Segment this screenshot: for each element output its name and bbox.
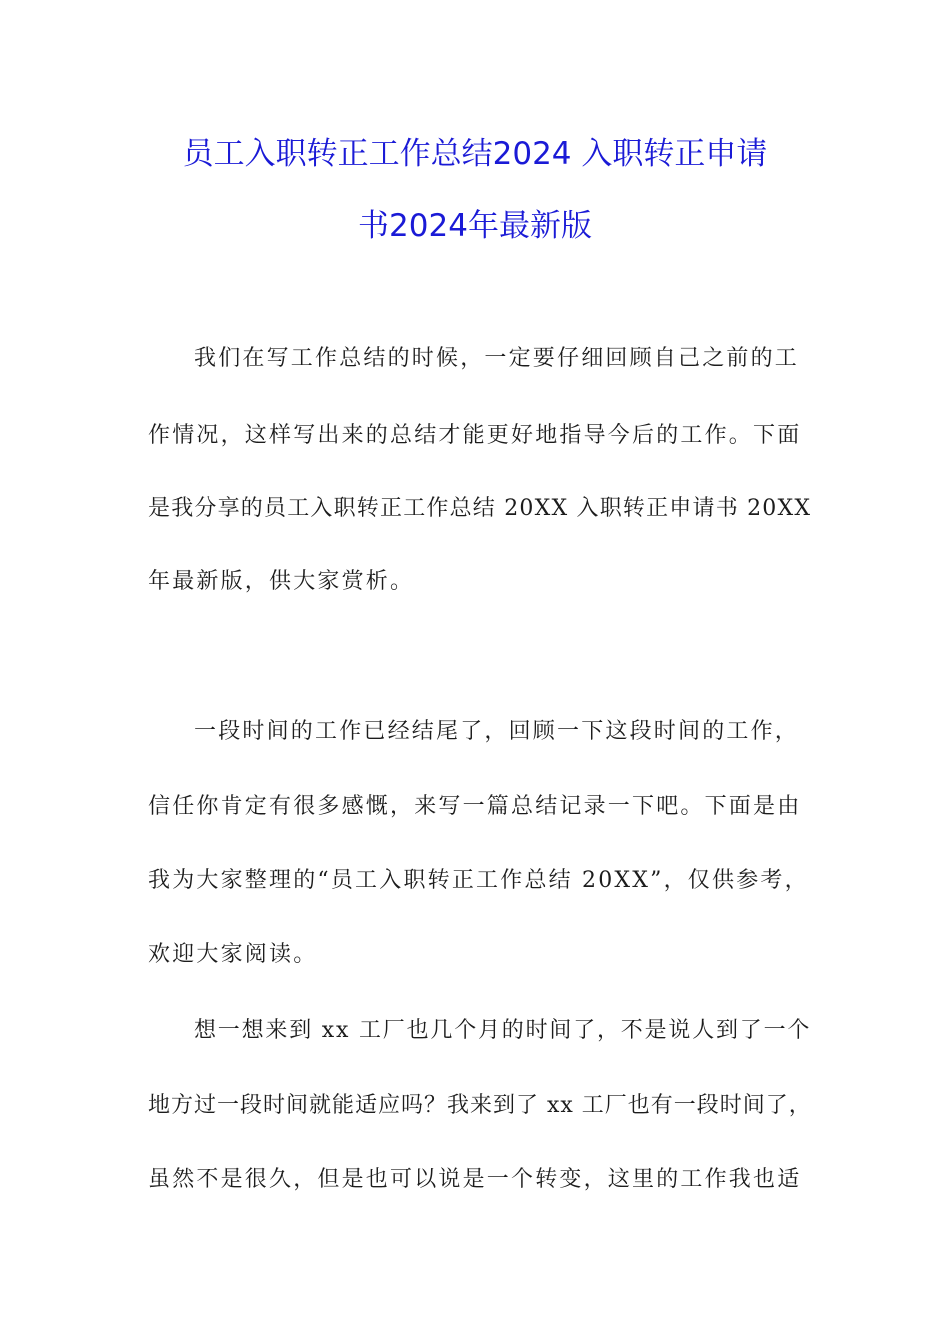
paragraph-3-line-3: 虽然不是很久，但是也可以说是一个转变，这里的工作我也适 xyxy=(148,1167,802,1192)
paragraph-1-line-1: 我们在写工作总结的时候，一定要仔细回顾自己之前的工 xyxy=(194,346,800,371)
paragraph-3-line-2: 地方过一段时间就能适应吗？我来到了 xx 工厂也有一段时间了， xyxy=(148,1093,812,1118)
paragraph-2-line-1: 一段时间的工作已经结尾了，回顾一下这段时间的工作， xyxy=(194,719,800,744)
paragraph-1-line-4: 年最新版，供大家赏析。 xyxy=(148,569,415,594)
paragraph-2-line-4: 欢迎大家阅读。 xyxy=(148,942,318,967)
document-title-line-2: 书2024年最新版 xyxy=(358,208,592,244)
paragraph-3-line-1: 想一想来到 xx 工厂也几个月的时间了，不是说人到了一个 xyxy=(194,1018,812,1043)
paragraph-2-line-3: 我为大家整理的“员工入职转正工作总结 20XX”，仅供参考， xyxy=(148,868,809,893)
paragraph-1-line-3: 是我分享的员工入职转正工作总结 20XX 入职转正申请书 20XX xyxy=(148,496,812,521)
paragraph-1-line-2: 作情况，这样写出来的总结才能更好地指导今后的工作。下面 xyxy=(148,423,802,448)
document-title-line-1: 员工入职转正工作总结2024 入职转正申请 xyxy=(182,136,768,172)
paragraph-2-line-2: 信任你肯定有很多感慨，来写一篇总结记录一下吧。下面是由 xyxy=(148,794,802,819)
